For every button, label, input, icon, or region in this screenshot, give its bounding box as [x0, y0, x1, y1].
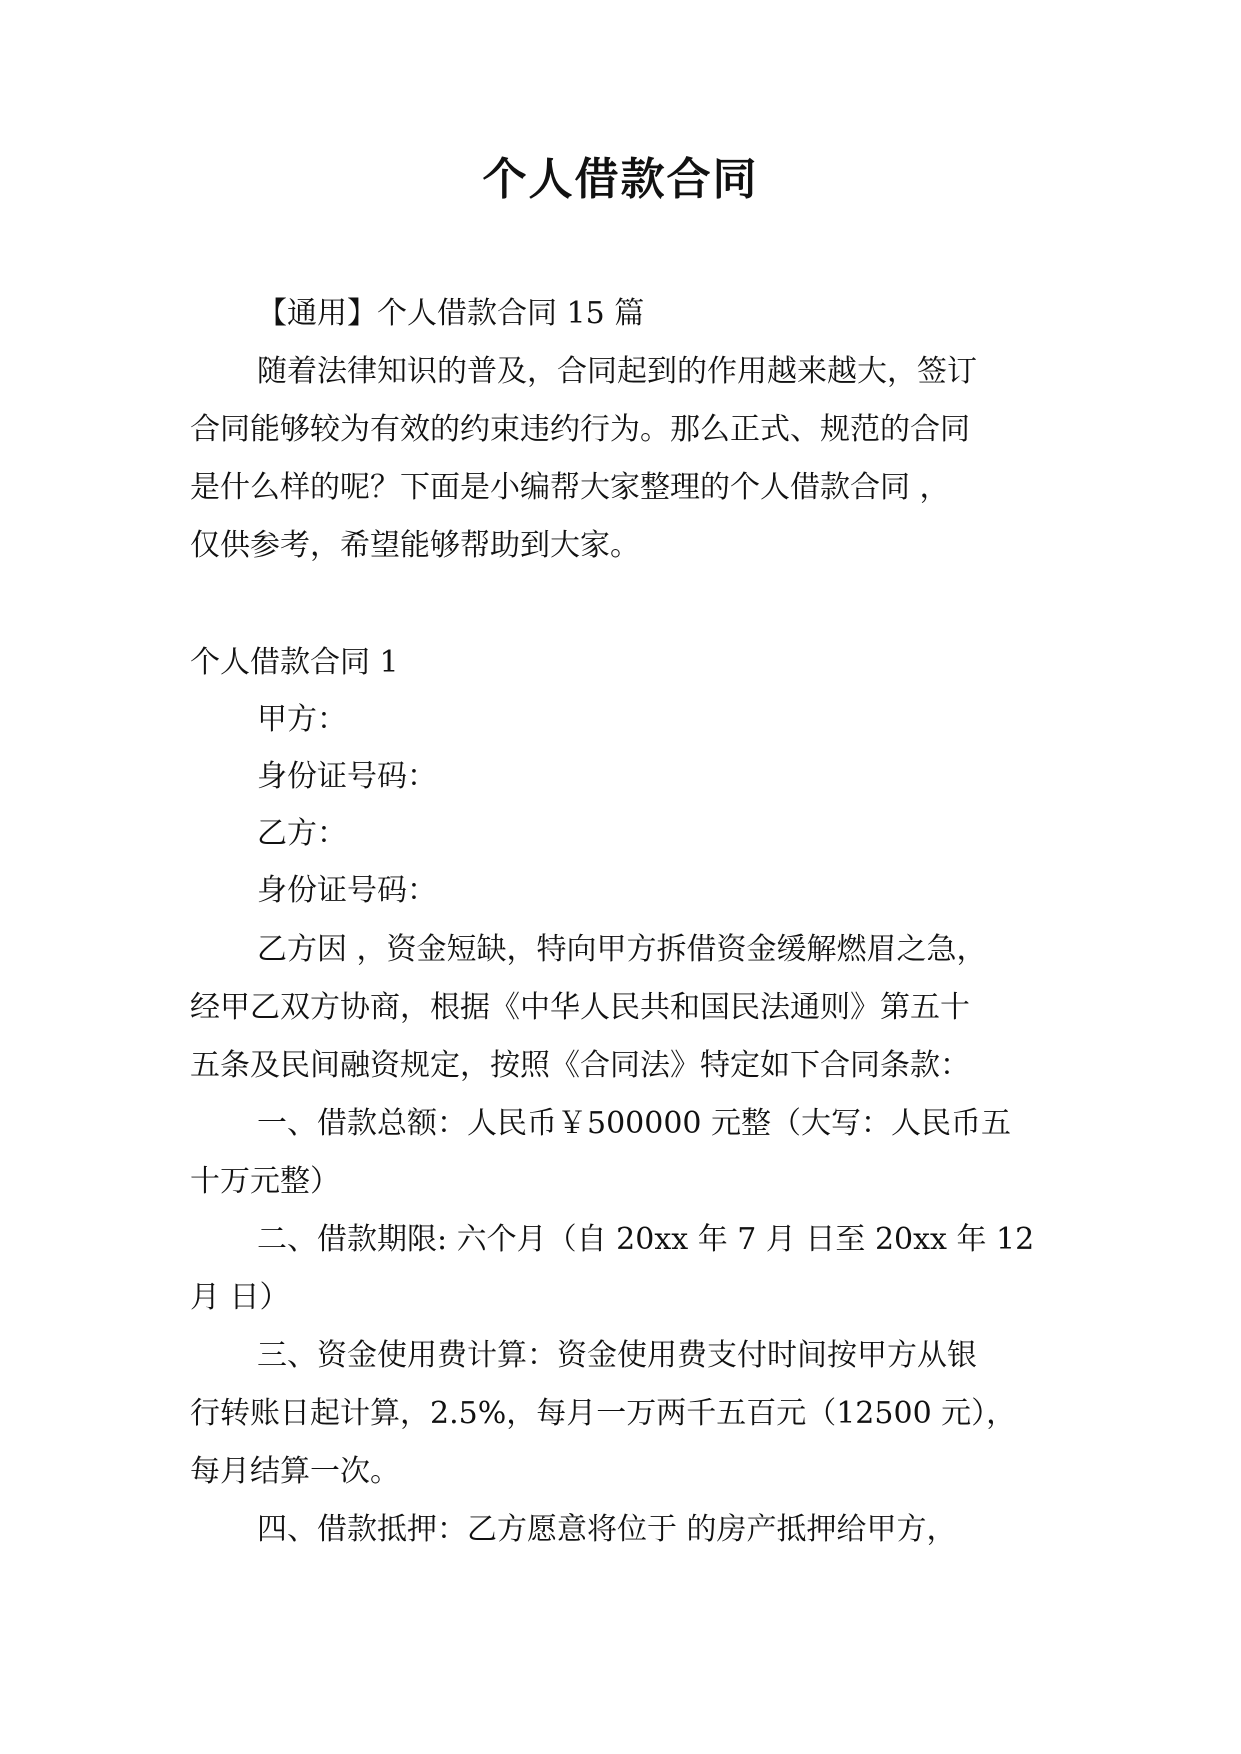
party-b-label: 乙方： — [257, 816, 347, 851]
intro-paragraph-line: 合同能够较为有效的约束违约行为。那么正式、规范的合同 — [190, 412, 970, 447]
intro-paragraph-line: 是什么样的呢？下面是小编帮大家整理的个人借款合同 ， — [190, 470, 950, 505]
intro-paragraph-line: 仅供参考，希望能够帮助到大家。 — [190, 528, 640, 563]
clause-preamble-line: 经甲乙双方协商，根据《中华人民共和国民法通则》第五十 — [190, 990, 970, 1025]
clause-preamble-line: 五条及民间融资规定，按照《合同法》特定如下合同条款： — [190, 1048, 970, 1083]
section-heading: 个人借款合同 1 — [190, 645, 399, 680]
party-a-id-label: 身份证号码： — [257, 759, 437, 794]
document-title: 个人借款合同 — [482, 154, 759, 205]
clause-preamble-line: 乙方因 ，资金短缺，特向甲方拆借资金缓解燃眉之急， — [257, 932, 987, 967]
clause-3-line: 三、资金使用费计算：资金使用费支付时间按甲方从银 — [257, 1338, 977, 1373]
intro-paragraph-line: 随着法律知识的普及，合同起到的作用越来越大，签订 — [257, 354, 977, 389]
clause-3-line: 行转账日起计算，2.5%，每月一万两千五百元（12500 元）， — [190, 1396, 1017, 1431]
clause-4-line: 四、借款抵押：乙方愿意将位于 的房产抵押给甲方， — [257, 1512, 957, 1547]
party-a-label: 甲方： — [257, 702, 347, 737]
clause-3-line: 每月结算一次。 — [190, 1454, 400, 1489]
party-b-id-label: 身份证号码： — [257, 873, 437, 908]
clause-1-line: 一、借款总额：人民币￥500000 元整（大写：人民币五 — [257, 1106, 1012, 1141]
intro-heading: 【通用】个人借款合同 15 篇 — [257, 296, 645, 331]
clause-2-line: 月 日） — [190, 1280, 290, 1315]
clause-2-line: 二、借款期限: 六个月（自 20xx 年 7 月 日至 20xx 年 12 — [257, 1222, 1035, 1257]
clause-1-line: 十万元整） — [190, 1164, 340, 1199]
